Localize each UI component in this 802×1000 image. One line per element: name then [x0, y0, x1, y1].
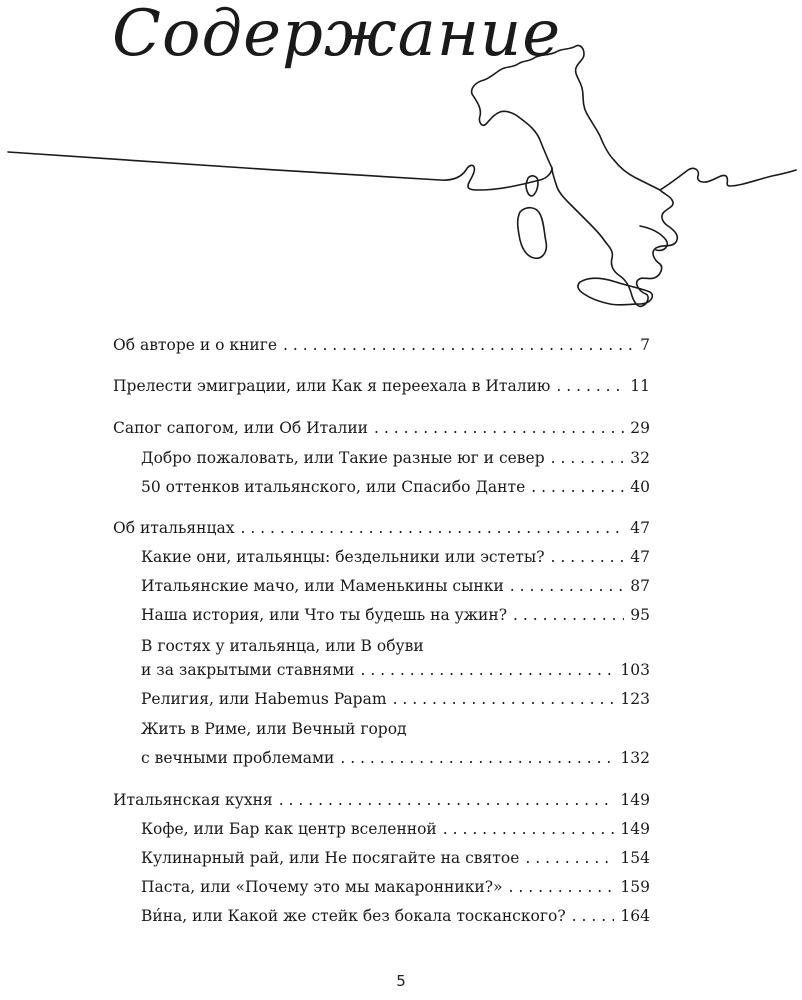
toc-subentry[interactable]: [141, 690, 650, 720]
toc-subentry[interactable]: [141, 577, 650, 607]
toc-dot-leader: [572, 907, 615, 925]
toc-entry-title: Итальянская кухня: [113, 791, 273, 809]
toc-entry-page: 132: [620, 749, 650, 767]
toc-entry-page: 11: [630, 377, 650, 395]
toc-dot-leader: [283, 336, 634, 354]
toc-dot-leader: [531, 478, 624, 496]
toc-dot-leader: [556, 377, 624, 395]
toc-entry-page: 32: [630, 449, 650, 467]
toc-entry-title: с вечными проблемами: [141, 749, 335, 767]
toc-entry-title: Паста, или «Почему это мы макаронники?»: [141, 878, 503, 896]
toc-entry-title: Итальянские мачо, или Маменькины сынки: [141, 577, 504, 595]
toc-subentry[interactable]: [141, 661, 650, 691]
toc-entry-page: 47: [630, 519, 650, 537]
toc-entry-page: 164: [620, 907, 650, 925]
toc-entry-title: Об итальянцах: [113, 519, 235, 537]
toc-entry-page: 95: [630, 606, 650, 624]
toc-dot-leader: [525, 849, 614, 867]
toc-entry[interactable]: [113, 377, 650, 407]
italy-map-illustration: [0, 0, 802, 330]
toc-entry-page: 87: [630, 577, 650, 595]
toc-subentry[interactable]: [141, 478, 650, 508]
toc-entry-page: 154: [620, 849, 650, 867]
toc-entry[interactable]: [113, 336, 650, 366]
toc-entry-title: Кулинарный рай, или Не посягайте на святое: [141, 849, 520, 867]
toc-dot-leader: [340, 749, 614, 767]
toc-dot-leader: [551, 548, 625, 566]
toc-entry-title: 50 оттенков итальянского, или Спасибо Данте: [141, 478, 526, 496]
toc-dot-leader: [279, 791, 615, 809]
toc-dot-leader: [551, 449, 625, 467]
toc-dot-leader: [443, 820, 615, 838]
toc-dot-leader: [360, 661, 614, 679]
toc-subentry[interactable]: [141, 849, 650, 879]
toc-entry[interactable]: [113, 519, 650, 549]
toc-subentry[interactable]: [141, 606, 650, 636]
toc-subentry[interactable]: [141, 449, 650, 479]
toc-entry-page: 29: [630, 419, 650, 437]
toc-dot-leader: [240, 519, 624, 537]
toc-dot-leader: [513, 606, 624, 624]
toc-entry-title: Об авторе и о книге: [113, 336, 278, 354]
toc-entry-page: 123: [620, 690, 650, 708]
toc-entry-title: Религия, или Habemus Papam: [141, 690, 387, 708]
toc-entry[interactable]: [113, 791, 650, 821]
page-title: Содержание: [112, 0, 562, 71]
toc-entry-page: 159: [620, 878, 650, 896]
toc-dot-leader: [509, 878, 615, 896]
toc-subentry-title-line1[interactable]: Жить в Риме, или Вечный город: [141, 720, 407, 738]
page-number: 5: [396, 972, 406, 990]
toc-entry-title: Кофе, или Бар как центр вселенной: [141, 820, 437, 838]
toc-entry-page: 149: [620, 791, 650, 809]
toc-entry-title: Какие они, итальянцы: бездельники или эстеты?: [141, 548, 545, 566]
toc-entry-title: Ви́на, или Какой же стейк без бокала тосканского?: [141, 907, 566, 925]
toc-dot-leader: [374, 419, 624, 437]
toc-entry-title: и за закрытыми ставнями: [141, 661, 355, 679]
toc-subentry[interactable]: [141, 749, 650, 779]
toc-entry-page: 40: [630, 478, 650, 496]
toc-subentry[interactable]: [141, 878, 650, 908]
toc-subentry[interactable]: [141, 548, 650, 578]
toc-subentry[interactable]: [141, 820, 650, 850]
toc-entry[interactable]: [113, 419, 650, 449]
toc-entry-title: Сапог сапогом, или Об Италии: [113, 419, 369, 437]
toc-subentry[interactable]: [141, 907, 650, 937]
toc-entry-title: Добро пожаловать, или Такие разные юг и север: [141, 449, 545, 467]
toc-entry-page: 7: [640, 336, 650, 354]
toc-entry-page: 149: [620, 820, 650, 838]
toc-subentry-title-line1[interactable]: В гостях у итальянца, или В обуви: [141, 637, 424, 655]
toc-entry-title: Прелести эмиграции, или Как я переехала в Италию: [113, 377, 551, 395]
toc-entry-page: 47: [630, 548, 650, 566]
toc-entry-title: Наша история, или Что ты будешь на ужин?: [141, 606, 508, 624]
toc-entry-page: 103: [620, 661, 650, 679]
toc-dot-leader: [393, 690, 615, 708]
toc-dot-leader: [510, 577, 624, 595]
